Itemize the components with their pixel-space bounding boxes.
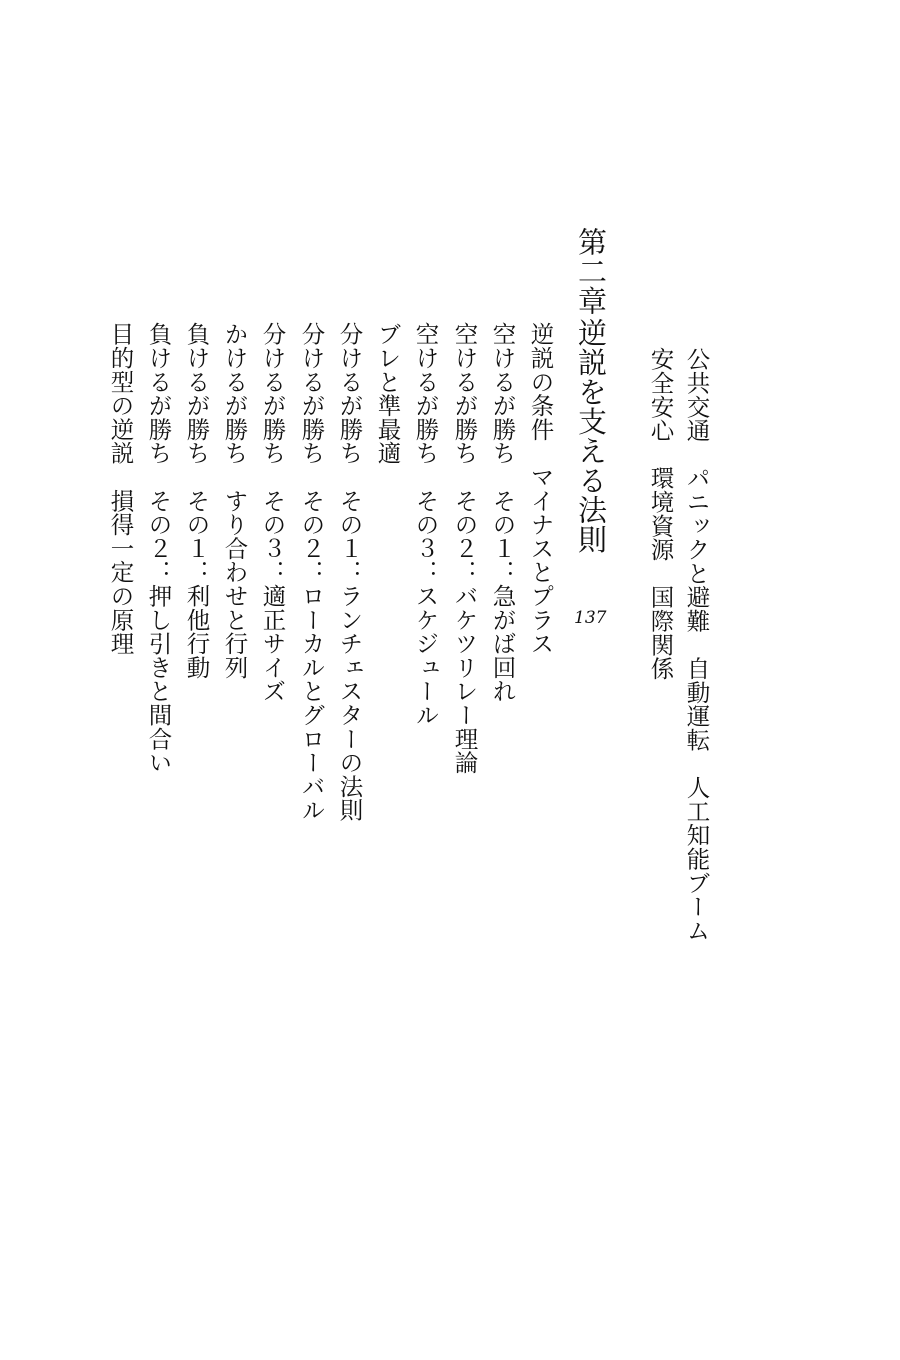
toc-section-item: 分けるが勝ち その１：ランチェスターの法則 [335,322,364,822]
toc-section-item: 逆説の条件 マイナスとプラス [526,322,555,656]
toc-section-item: かけるが勝ち すり合わせと行列 [220,322,249,679]
chapter-number: 第二章 [574,227,608,316]
toc-section-item: 空けるが勝ち その３：スケジュール [411,322,440,727]
toc-section-item: 分けるが勝ち その２：ローカルとグローバル [297,322,326,822]
toc-carryover-line: 公共交通 パニックと避難 自動運転 人工知能ブーム [682,347,711,942]
toc-section-item: 負けるが勝ち その１：利他行動 [182,322,211,679]
chapter-title: 逆説を支える法則 [574,318,608,554]
toc-section-item: 空けるが勝ち その２：バケツリレー理論 [450,322,479,775]
toc-carryover-line: 安全安心 環境資源 国際関係 [646,347,675,681]
toc-section-item: 分けるが勝ち その３：適正サイズ [258,322,287,703]
toc-section-item: 目的型の逆説 損得一定の原理 [106,322,135,656]
chapter-page-number: 137 [574,608,607,628]
toc-section-item: ブレと準最適 [373,322,402,465]
toc-section-item: 空けるが勝ち その１：急がば回れ [488,322,517,703]
toc-section-item: 負けるが勝ち その２：押し引きと間合い [144,322,173,775]
